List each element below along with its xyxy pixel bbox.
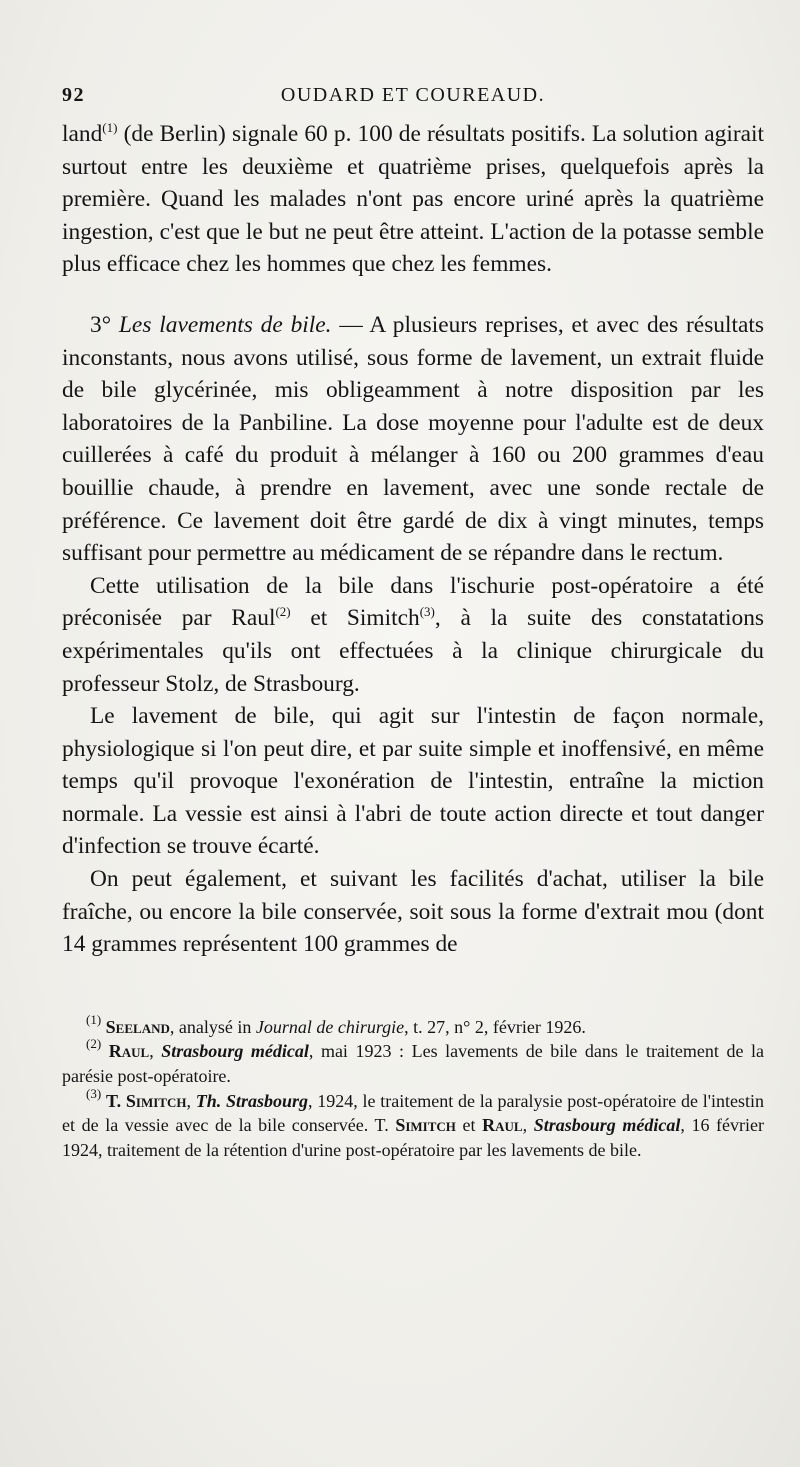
footnote-3-text-a: ,: [186, 1090, 196, 1111]
footnote-3-author-2: Simitch: [395, 1115, 456, 1136]
paragraph-3-c: , à la suite des constatations expérimentales qu'ils ont effectuées à la clinique chirurgicale du professeur Stolz, de Strasbourg.: [62, 605, 765, 697]
paragraph-2-rest: — A plusieurs reprises, et avec des résultats inconstants, nous avons utilisé, sous forme de lavement, un extrait fluide de bile glycérinée, mis obligeamment à notre disposition par les laboratoires de la Panbiline. La dose moyenne pour l'adulte est de deux cuillerées à café du produit à mélanger à 160 ou 200 grammes d'eau bouillie chaude, à prendre en lavement, avec une sonde rectale de préférence. Ce lavement doit être gardé de dix à vingt minutes, temps suffisant pour permettre au médicament de se répandre dans le rectum.: [62, 311, 764, 567]
page-header: [62, 84, 764, 118]
footnote-2-text-b: , mai 1923 : Les lavements de bile dans le traitement de la parésie post-opératoire.: [62, 1041, 765, 1087]
footnote-1-mark: (1): [86, 1011, 102, 1027]
main-text: [62, 118, 764, 961]
footnote-1-journal: Journal de chirurgie: [255, 1016, 405, 1037]
footnotes: [62, 1011, 765, 1163]
footnote-1-author: Seeland: [105, 1016, 170, 1037]
paragraph-3-a: Cette utilisation de la bile dans l'ischurie post-opératoire a été préconisée par Raul: [62, 572, 764, 632]
paragraph-3-b: et Simitch: [290, 605, 420, 632]
section-title: Les lavements de bile.: [118, 311, 332, 338]
paragraph-1: [62, 118, 764, 281]
paragraph-5: On peut également, et suivant les facilités d'achat, utiliser la bile fraîche, ou encore la bile conservée, soit sous la forme d'extrait mou (dont 14 grammes représentent 100 grammes de: [62, 866, 764, 958]
footnote-1-text-b: , t. 27, n° 2, février 1926.: [404, 1016, 586, 1037]
paragraph-2: [62, 309, 764, 570]
paragraph-3: [62, 570, 764, 700]
footnote-3-text-d: ,: [522, 1115, 534, 1136]
footnote-1: [62, 1011, 764, 1040]
paragraph-1-rest: (de Berlin) signale 60 p. 100 de résultats positifs. La solution agirait surtout entre les deuxième et quatrième prises, quelquefois après la première. Quand les malades n'ont pas encore uriné après la quatrième ingestion, c'est que le but ne peut être atteint. L'action de la potasse semble plus efficace chez les hommes que chez les femmes.: [62, 121, 764, 278]
section-number: 3°: [90, 311, 112, 338]
footnote-1-text-a: , analysé in: [169, 1016, 256, 1037]
footnote-3: [62, 1085, 765, 1163]
footnote-2-text-a: ,: [149, 1041, 162, 1062]
footnote-3-author-1: T. Simitch: [105, 1090, 187, 1111]
paragraph-4: Le lavement de bile, qui agit sur l'intestin de façon normale, physiologique si l'on peut dire, et par suite simple et inoffensivé, en même temps qu'il provoque l'exonération de l'intestin, entraîne la miction normale. La vessie est ainsi à l'abri de toute action directe et tout danger d'infection se trouve écarté.: [62, 703, 764, 860]
footnote-3-mark: (3): [86, 1085, 102, 1101]
footnote-3-text-b: , 1924, le traitement de la paralysie post-opératoire de l'intestin et de la vessie avec de la bile conservée. T.: [62, 1090, 764, 1136]
footnote-ref-1: (1): [102, 120, 118, 135]
footnote-3-author-3: Raul: [482, 1115, 523, 1136]
footnote-2-author: Raul: [108, 1041, 150, 1062]
footnote-ref-2: (2): [275, 604, 291, 620]
footnote-2-journal: Strasbourg médical: [161, 1041, 309, 1062]
footnote-2-mark: (2): [86, 1036, 102, 1052]
footnote-ref-3: (3): [419, 604, 435, 620]
page-number: 92: [62, 84, 85, 106]
paragraph-1-start: land: [62, 121, 103, 147]
footnote-3-journal-2: Strasbourg médical: [533, 1115, 681, 1136]
footnote-3-text-c: et: [455, 1115, 483, 1136]
footnote-3-journal-1: Th. Strasbourg: [195, 1090, 309, 1111]
running-title: OUDARD ET COUREAUD.: [280, 84, 546, 106]
footnote-2: [62, 1036, 765, 1088]
footnote-3-text-e: , 16 février 1924, traitement de la rétention d'urine post-opératoire par les lavements de bile.: [62, 1115, 765, 1160]
